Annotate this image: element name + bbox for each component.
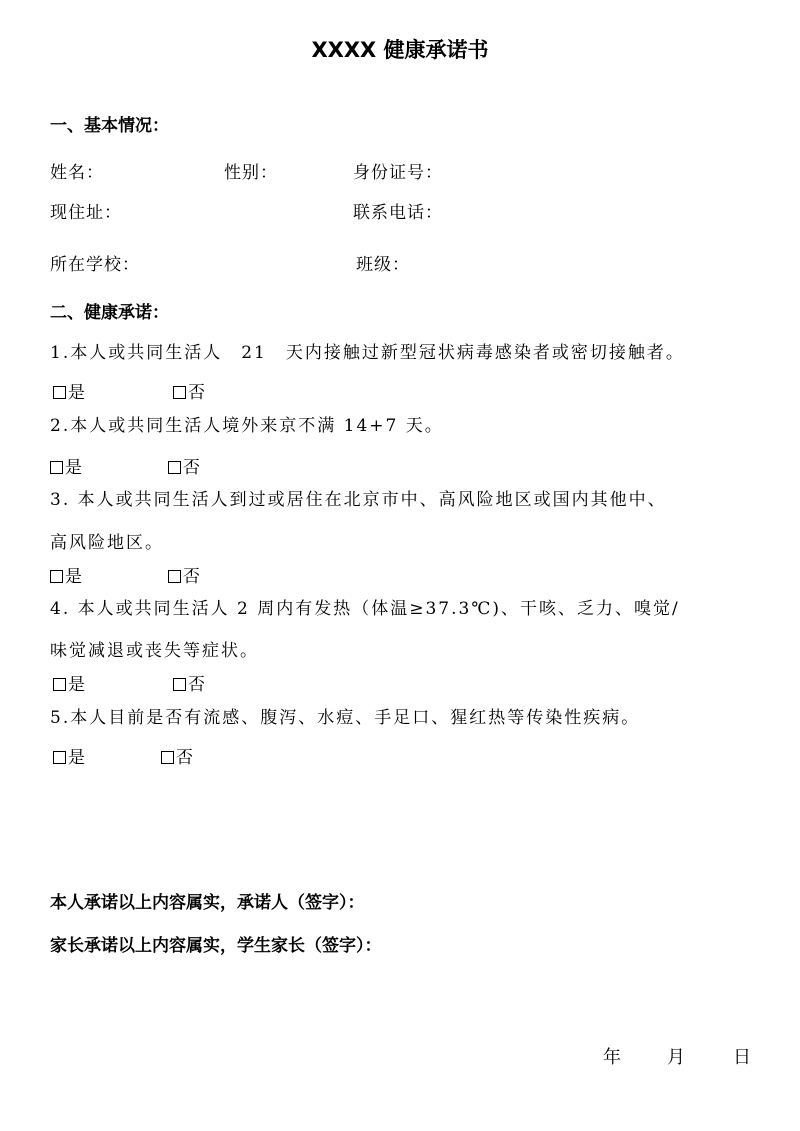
checkbox-icon[interactable] [53, 751, 66, 764]
q1-yes-option[interactable]: 是 [53, 378, 85, 403]
checkbox-icon[interactable] [53, 678, 66, 691]
question-3-line-2: 高风险地区。 [50, 533, 164, 553]
name-label: 姓名： [50, 163, 104, 183]
q3-no-option[interactable]: 否 [168, 562, 200, 587]
gender-label: 性别： [224, 163, 278, 183]
date-month-label: 月 [667, 1047, 685, 1068]
checkbox-icon[interactable] [50, 461, 63, 474]
date-day-label: 日 [733, 1047, 751, 1068]
checkbox-icon[interactable] [173, 386, 186, 399]
q3-yes-option[interactable]: 是 [50, 562, 82, 587]
q4-no-option[interactable]: 否 [173, 670, 205, 695]
section-basic-info-heading: 一、基本情况： [50, 116, 169, 136]
checkbox-icon[interactable] [173, 678, 186, 691]
checkbox-icon[interactable] [168, 570, 181, 583]
address-label: 现住址： [50, 203, 122, 223]
class-label: 班级： [356, 255, 410, 275]
q2-yes-option[interactable]: 是 [50, 453, 82, 478]
school-label: 所在学校： [50, 255, 140, 275]
q1-no-option[interactable]: 否 [173, 378, 205, 403]
id-number-label: 身份证号： [353, 163, 443, 183]
phone-label: 联系电话： [353, 203, 443, 223]
q5-yes-option[interactable]: 是 [53, 743, 85, 768]
checkbox-icon[interactable] [161, 751, 174, 764]
checkbox-icon[interactable] [168, 461, 181, 474]
section-health-commitment-heading: 二、健康承诺： [50, 303, 169, 323]
self-signature-line: 本人承诺以上内容属实，承诺人（签字）： [50, 893, 365, 913]
checkbox-icon[interactable] [50, 570, 63, 583]
q4-yes-option[interactable]: 是 [53, 670, 85, 695]
q5-no-option[interactable]: 否 [161, 743, 193, 768]
question-5: 5.本人目前是否有流感、腹泻、水痘、手足口、猩红热等传染性疾病。 [50, 708, 641, 728]
q2-no-option[interactable]: 否 [168, 453, 200, 478]
question-4-line-1: 4. 本人或共同生活人 2 周内有发热（体温≥37.3℃)、干咳、乏力、嗅觉/ [50, 599, 680, 619]
page-title: XXXX 健康承诺书 [311, 38, 489, 62]
question-3-line-1: 3. 本人或共同生活人到过或居住在北京市中、高风险地区或国内其他中、 [50, 490, 667, 510]
parent-signature-line: 家长承诺以上内容属实，学生家长（签字）： [50, 936, 382, 956]
question-1: 1.本人或共同生活人 21 天内接触过新型冠状病毒感染者或密切接触者。 [50, 343, 685, 363]
question-2: 2.本人或共同生活人境外来京不满 14+7 天。 [50, 416, 444, 436]
checkbox-icon[interactable] [53, 386, 66, 399]
question-4-line-2: 味觉减退或丧失等症状。 [50, 641, 259, 661]
date-year-label: 年 [603, 1047, 621, 1068]
